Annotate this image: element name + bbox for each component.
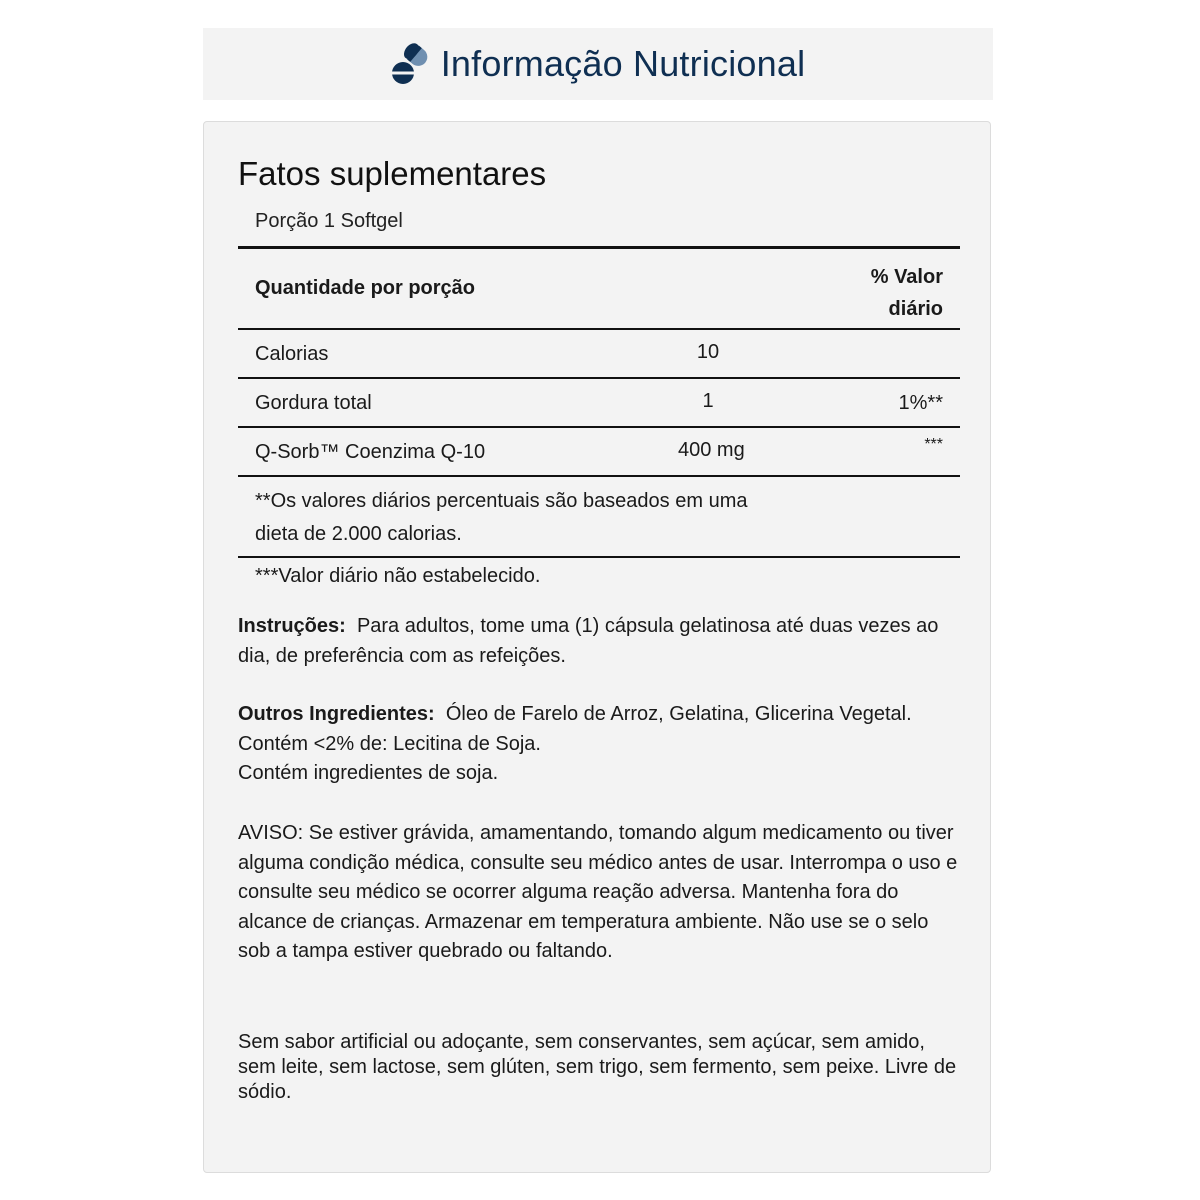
serving-size: Porção 1 Softgel <box>255 210 403 232</box>
table-row <box>238 428 960 475</box>
header-content <box>391 41 806 87</box>
daily-value-footnote: **Os valores diários percentuais são baseados em uma dieta de 2.000 calorias. <box>255 490 748 545</box>
free-from-text: Sem sabor artificial ou adoçante, sem conservantes, sem açúcar, sem amido, sem leite, sem lactose, sem glúten, sem trigo, sem fermento, sem peixe. Livre de sódio. <box>238 1031 957 1103</box>
daily-value-label: % Valor diário <box>870 266 943 320</box>
table-row <box>238 330 960 377</box>
pill-icon <box>391 41 437 87</box>
facts-header-row <box>238 249 960 328</box>
nutrient-amount: 10 <box>696 341 720 363</box>
warning-text: AVISO: Se estiver grávida, amamentando, tomando algum medicamento ou tiver alguma condição médica, consulte seu médico antes de usar. Interrompa o uso e consulte seu médico se ocorrer alguma reação adversa. Mantenha fora do alcance de crianças. Armazenar em temperatura ambiente. Não use se o selo sob a tampa estiver quebrado ou faltando. <box>238 822 958 962</box>
footnote-row <box>238 477 960 556</box>
page-title: Informação Nutricional <box>440 43 806 84</box>
instructions-text: Para adultos, tome uma (1) cápsula gelatinosa até duas vezes ao dia, de preferência com as refeições. <box>238 615 939 667</box>
amount-per-serving-label: Quantidade por porção <box>255 277 476 299</box>
nutrient-amount: 400 mg <box>678 439 745 461</box>
supplement-facts-panel <box>203 121 991 1173</box>
facts-table <box>238 246 960 558</box>
nutrient-name: Q-Sorb™ Coenzima Q-10 <box>255 441 486 463</box>
divider <box>238 556 960 558</box>
facts-title: Fatos suplementares <box>238 155 547 192</box>
nutrient-dv: *** <box>924 436 943 453</box>
not-established-footnote: ***Valor diário não estabelecido. <box>255 565 541 587</box>
ingredients-text: Óleo de Farelo de Arroz, Gelatina, Glicerina Vegetal. Contém <2% de: Lecitina de Soja. <box>238 703 912 755</box>
nutrient-name: Calorias <box>255 343 329 365</box>
other-ingredients <box>238 700 958 789</box>
ingredients-label: Outros Ingredientes: <box>238 703 435 725</box>
table-row <box>238 379 960 426</box>
nutrient-name: Gordura total <box>255 392 372 414</box>
instructions <box>238 612 958 671</box>
nutrient-amount: 1 <box>702 390 714 412</box>
instructions-label: Instruções: <box>238 615 346 637</box>
nutrient-dv: 1%** <box>898 392 943 414</box>
soy-notice: Contém ingredientes de soja. <box>238 762 499 784</box>
header-bar <box>203 28 993 100</box>
